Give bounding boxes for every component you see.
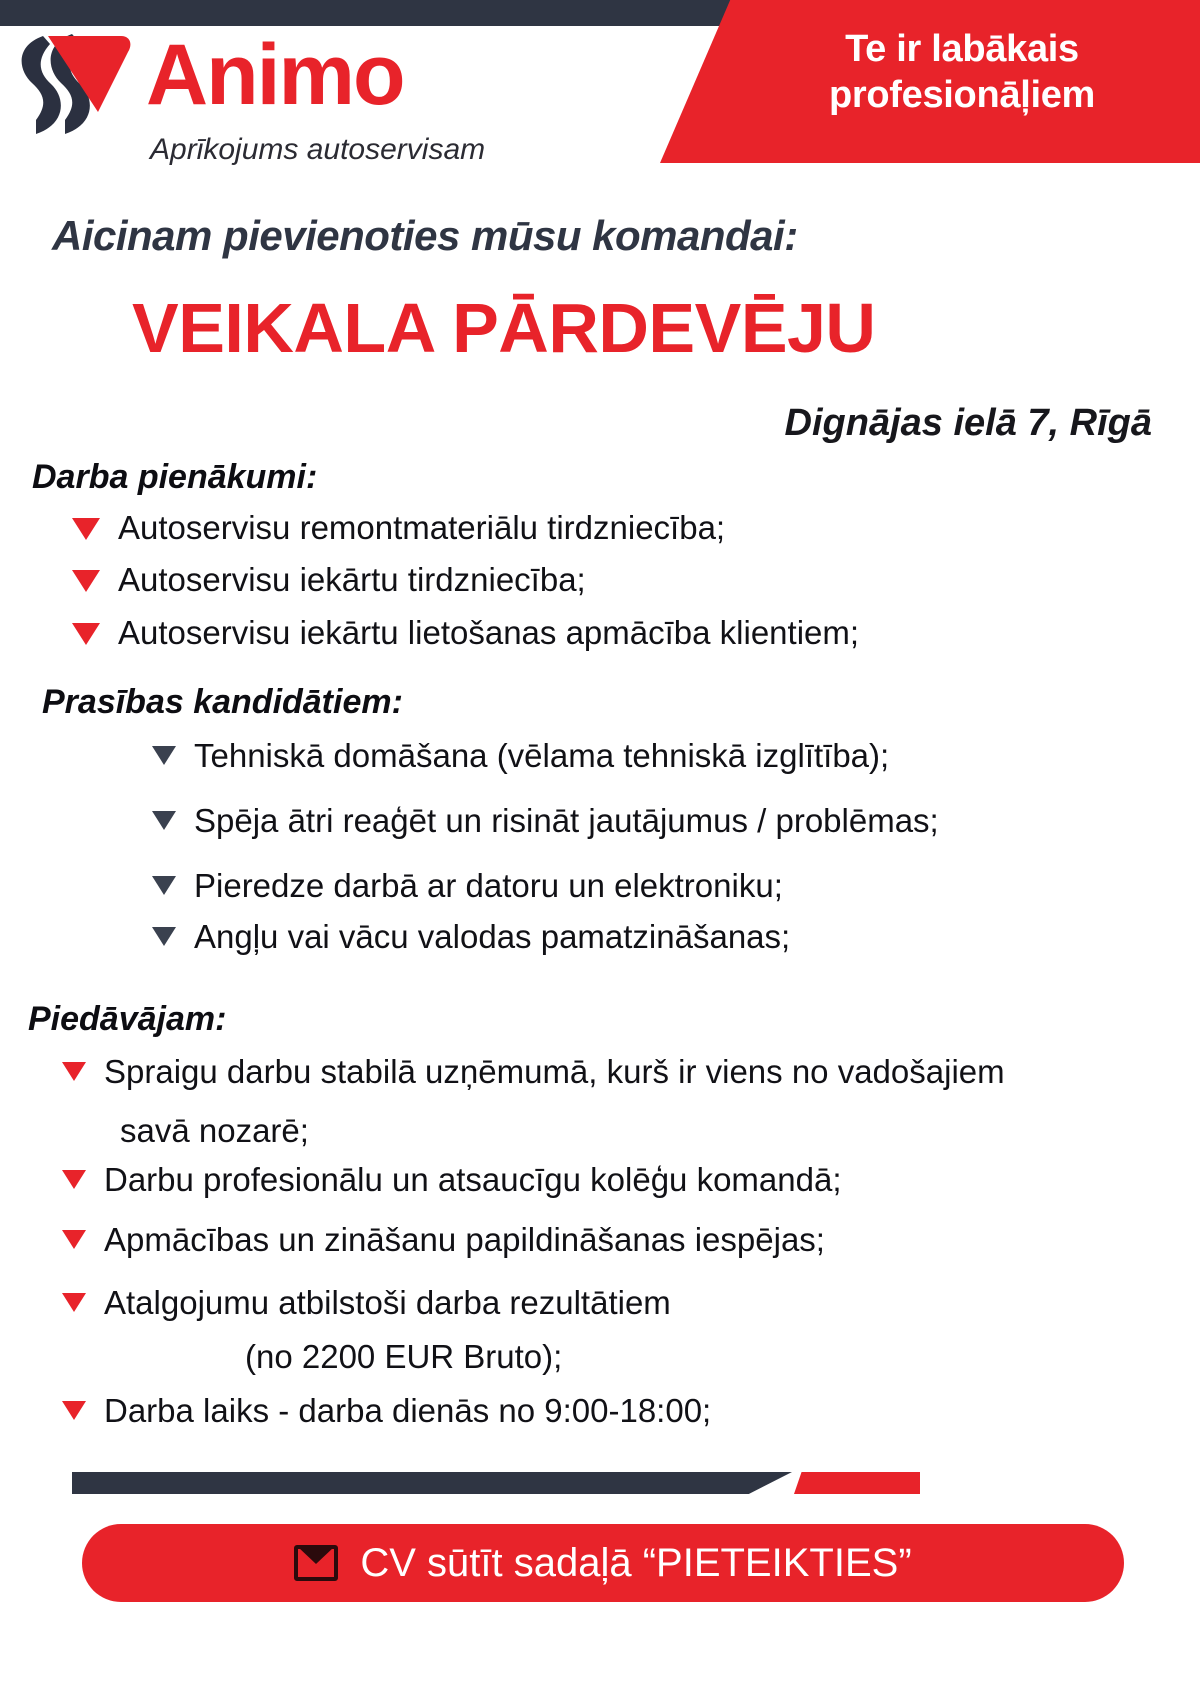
animo-wave-logo-icon [10, 30, 140, 138]
triangle-bullet-icon [72, 570, 100, 592]
footer-divider [72, 1472, 920, 1494]
poster-header [0, 0, 1200, 175]
header-dark-bar [0, 0, 700, 26]
brand-tagline: Te ir labākais profesionāļiem [828, 28, 1096, 117]
triangle-bullet-icon [62, 1170, 86, 1189]
list-item-label: Angļu vai vācu valodas pamatzināšanas; [194, 918, 791, 955]
list-item [72, 615, 859, 652]
triangle-bullet-icon [62, 1062, 86, 1081]
list-item-continuation: savā nozarē; [120, 1112, 309, 1149]
triangle-bullet-icon [152, 811, 176, 830]
list-item [72, 510, 725, 547]
list-item [62, 1285, 671, 1322]
footer-divider-dark [72, 1472, 792, 1494]
triangle-bullet-icon [62, 1401, 86, 1420]
list-item-label: Apmācības un zināšanu papildināšanas iespējas; [104, 1221, 825, 1258]
list-item [72, 562, 586, 599]
triangle-bullet-icon [152, 927, 176, 946]
list-item [62, 1393, 711, 1430]
triangle-bullet-icon [72, 623, 100, 645]
list-item [152, 919, 790, 956]
list-item-label: Spraigu darbu stabilā uzņēmumā, kurš ir viens no vadošajiem [104, 1053, 1005, 1090]
list-item-label: Spēja ātri reaģēt un risināt jautājumus / problēmas; [194, 802, 939, 839]
job-location: Dignājas ielā 7, Rīgā [784, 402, 1152, 444]
brand-logo [10, 27, 570, 166]
list-item [62, 1054, 1005, 1091]
list-item [62, 1222, 825, 1259]
footer-divider-red [794, 1472, 920, 1494]
section-heading-duties: Darba pienākumi: [32, 458, 318, 496]
list-item-label: Autoservisu iekārtu lietošanas apmācība klientiem; [118, 614, 860, 651]
triangle-bullet-icon [72, 518, 100, 540]
apply-cta-button[interactable] [82, 1524, 1124, 1602]
list-item-label: Pieredze darbā ar datoru un elektroniku; [194, 867, 783, 904]
section-heading-requirements: Prasības kandidātiem: [42, 683, 403, 721]
apply-cta-label: CV sūtīt sadaļā “PIETEIKTIES” [360, 1540, 912, 1585]
brand-name: Animo [146, 27, 404, 123]
triangle-bullet-icon [152, 746, 176, 765]
invite-text: Aicinam pievienoties mūsu komandai: [52, 212, 798, 259]
list-item [152, 868, 783, 905]
triangle-bullet-icon [152, 876, 176, 895]
triangle-bullet-icon [62, 1230, 86, 1249]
list-item-label: Atalgojumu atbilstoši darba rezultātiem [104, 1284, 671, 1321]
list-item-label: Tehniskā domāšana (vēlama tehniskā izglītība); [194, 737, 890, 774]
triangle-bullet-icon [62, 1293, 86, 1312]
list-item-label: Darba laiks - darba dienās no 9:00-18:00; [104, 1392, 712, 1429]
list-item-label: Autoservisu iekārtu tirdzniecība; [118, 561, 586, 598]
section-heading-offers: Piedāvājam: [28, 1000, 227, 1038]
list-item-label: Autoservisu remontmateriālu tirdzniecība; [118, 509, 726, 546]
list-item [152, 803, 939, 840]
salary-amount: (no 2200 EUR Bruto); [245, 1338, 563, 1375]
brand-slogan: Aprīkojums autoservisam [150, 133, 486, 166]
list-item [152, 738, 889, 775]
page-title: VEIKALA PĀRDEVĒJU [132, 289, 876, 367]
list-item-label: Darbu profesionālu un atsaucīgu kolēģu komandā; [104, 1161, 842, 1198]
envelope-icon [294, 1545, 338, 1581]
list-item [62, 1162, 842, 1199]
